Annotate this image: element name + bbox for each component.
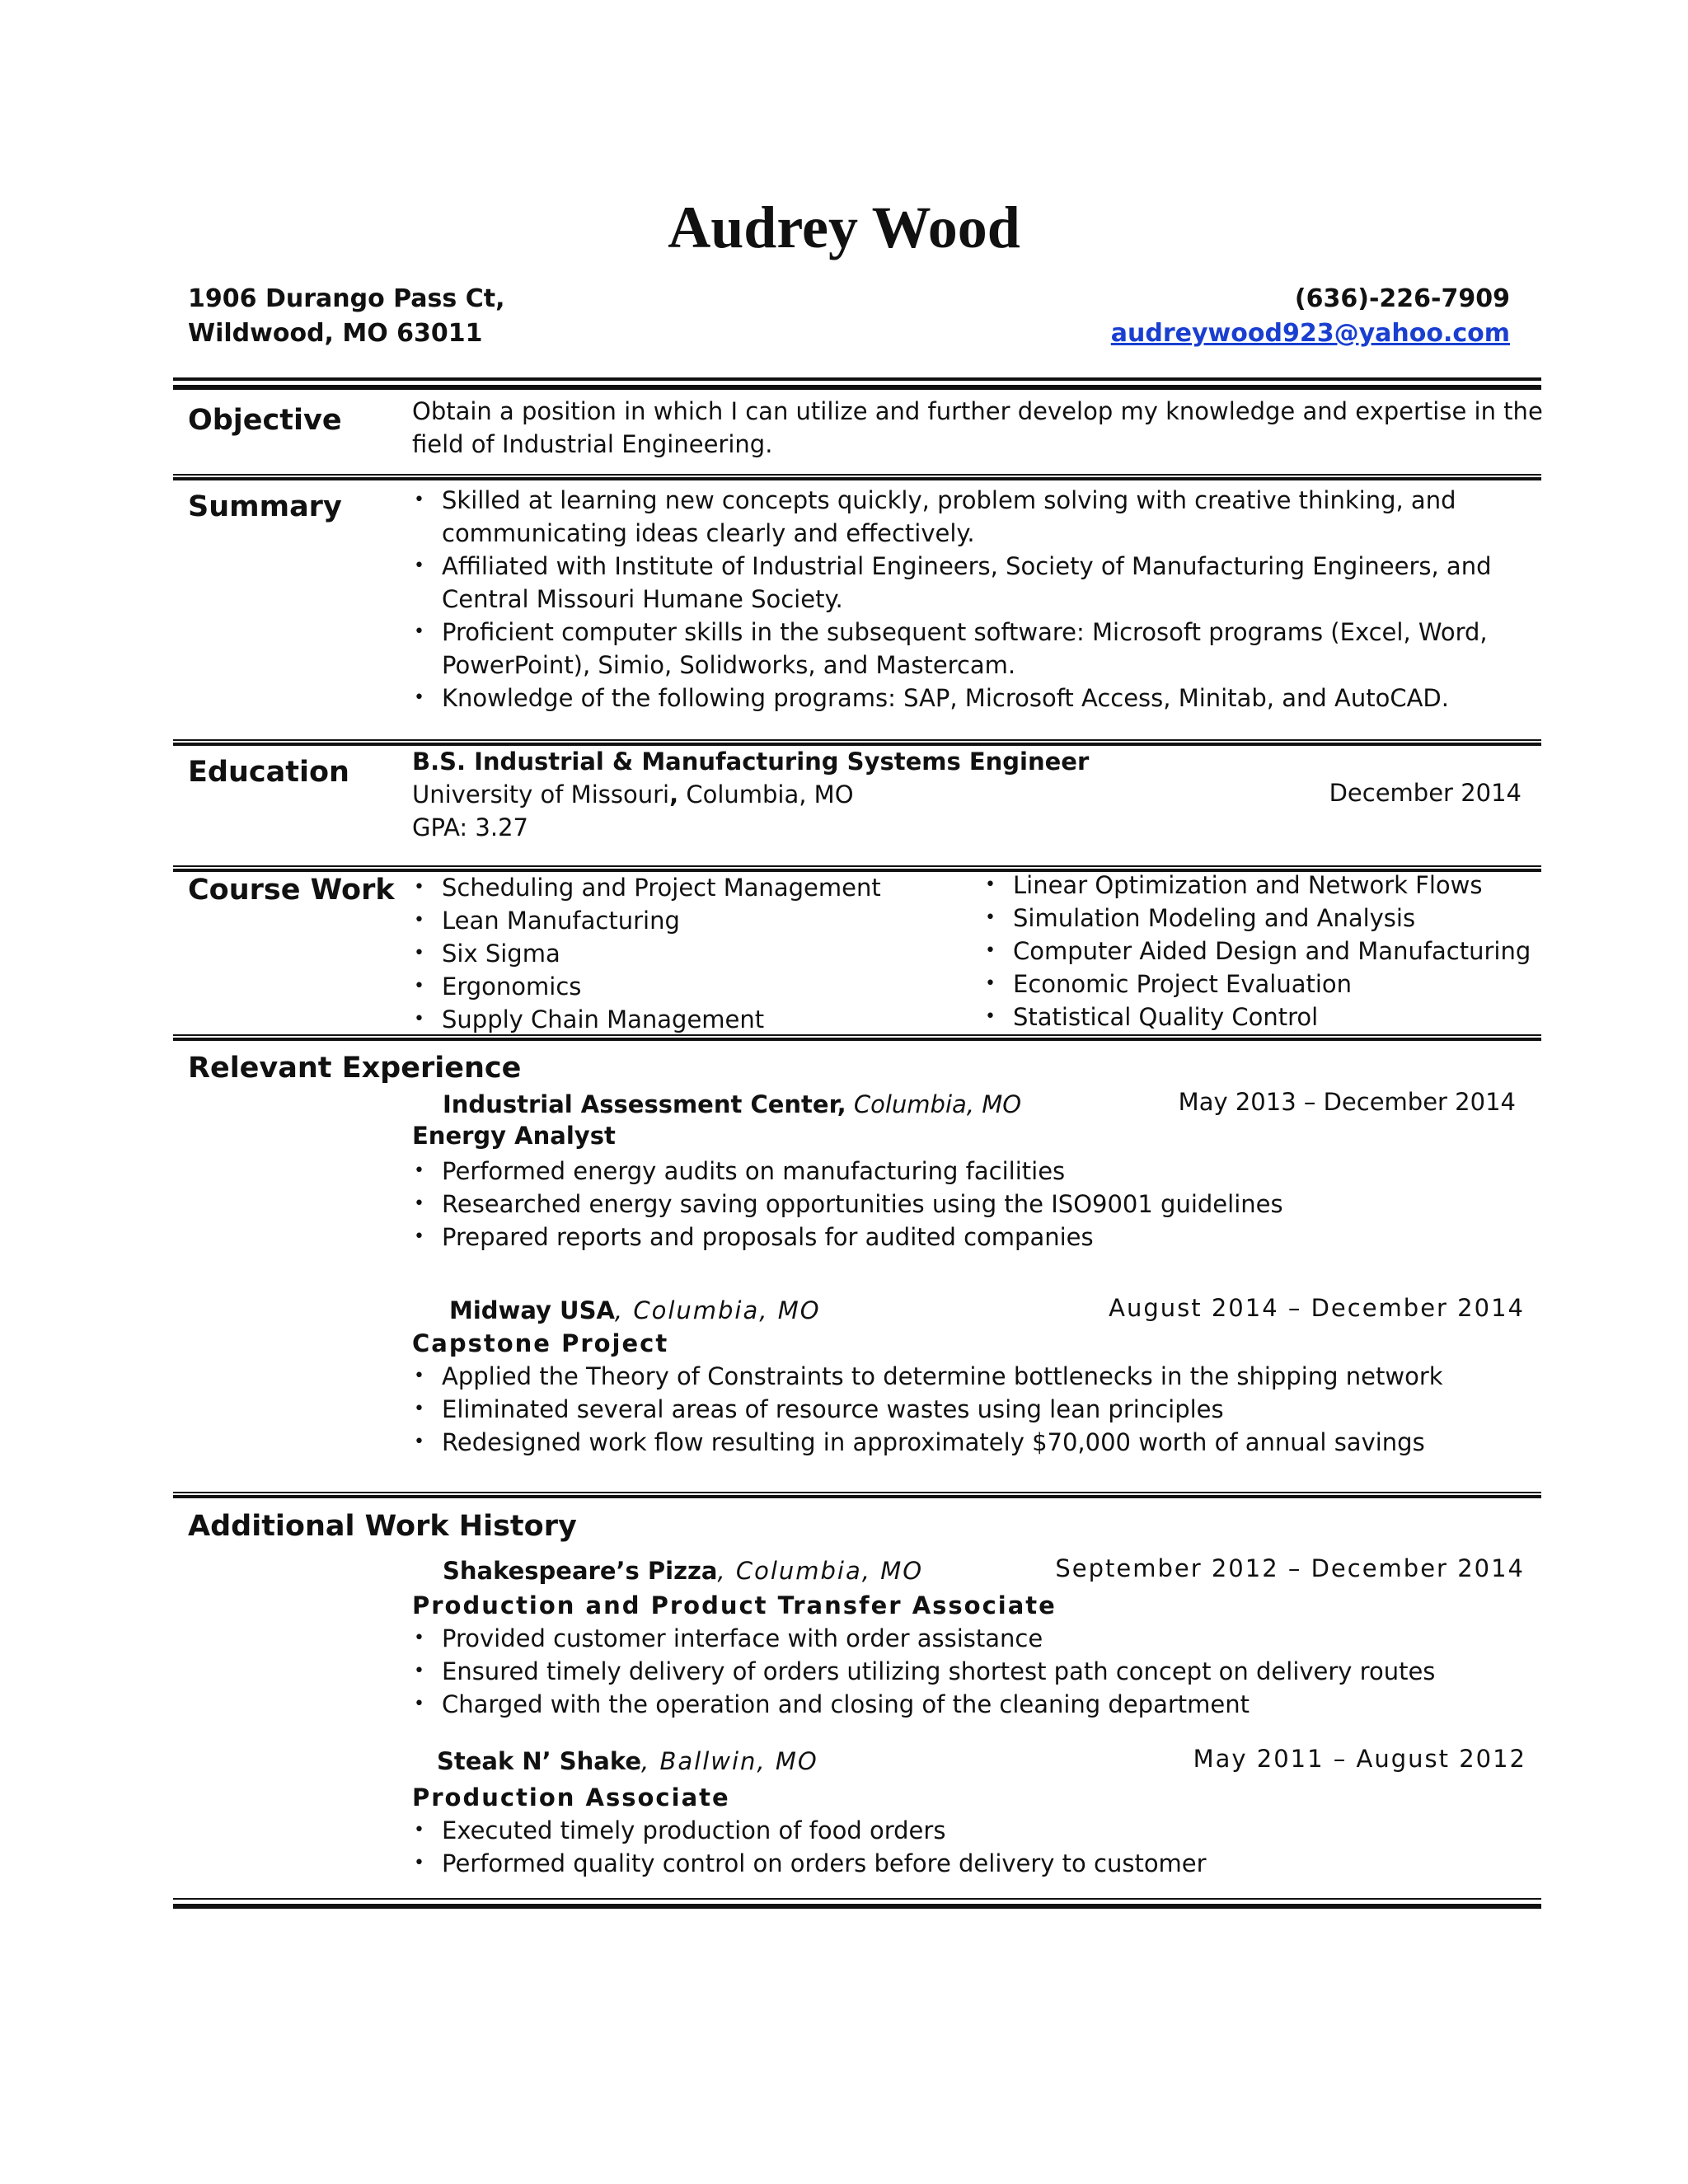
job-dates: May 2011 – August 2012: [1193, 1745, 1526, 1773]
list-item: • Performed quality control on orders before delivery to customer: [412, 1847, 1207, 1880]
section-divider: [173, 474, 1541, 480]
job-location: , Ballwin, MO: [641, 1747, 818, 1775]
list-item: • Executed timely production of food orders: [412, 1814, 1207, 1847]
job-dates: September 2012 – December 2014: [1055, 1554, 1525, 1582]
job-dates: May 2013 – December 2014: [1178, 1088, 1516, 1116]
email-link[interactable]: audreywood923@yahoo.com: [1110, 319, 1510, 348]
coursework-heading: Course Work: [188, 874, 395, 907]
section-divider: [173, 1492, 1541, 1498]
additional-heading: Additional Work History: [188, 1510, 577, 1543]
job-bullets: [412, 1155, 1283, 1254]
job-location: , Columbia, MO: [717, 1557, 924, 1585]
list-item: • Knowledge of the following programs: SAP, Microsoft Access, Minitab, and AutoCAD.: [412, 682, 1491, 715]
list-item: • Ensured timely delivery of orders utilizing shortest path concept on delivery routes: [412, 1655, 1435, 1688]
coursework-list-right: [983, 869, 1531, 1033]
education-date: December 2014: [1329, 779, 1522, 807]
objective-heading: Objective: [188, 404, 342, 437]
list-item: • Eliminated several areas of resource wastes using lean principles: [412, 1393, 1443, 1426]
address-block: [188, 282, 504, 351]
course-item: • Supply Chain Management: [412, 1003, 881, 1036]
objective-line-2: field of Industrial Engineering.: [412, 430, 773, 458]
experience-heading: Relevant Experience: [188, 1052, 522, 1085]
list-item: • Proficient computer skills in the subsequent software: Microsoft programs (Excel, Word, PowerPoint), Simio, Solidworks, and Mastercam.: [412, 616, 1491, 682]
job-role: Capstone Project: [412, 1329, 669, 1357]
section-divider: [173, 1034, 1541, 1041]
job-company: Steak N’ Shake: [437, 1747, 642, 1775]
school-line: University of Missouri, Columbia, MO: [412, 780, 854, 808]
job-company: Industrial Assessment Center,: [443, 1090, 846, 1118]
job-header: [449, 1294, 821, 1327]
phone-number: (636)-226-7909: [1294, 284, 1510, 313]
education-heading: Education: [188, 756, 349, 789]
course-item: • Statistical Quality Control: [983, 1001, 1531, 1033]
job-header: [443, 1554, 923, 1587]
school-name: University of Missouri: [412, 780, 670, 808]
job-header: [437, 1745, 818, 1778]
job-header: [443, 1088, 1021, 1121]
coursework-list-left: [412, 871, 881, 1036]
list-item: • Redesigned work flow resulting in approximately $70,000 worth of annual savings: [412, 1426, 1443, 1459]
course-item: • Linear Optimization and Network Flows: [983, 869, 1531, 902]
list-item: • Skilled at learning new concepts quickly, problem solving with creative thinking, and communicating ideas clearly and effectively.: [412, 484, 1491, 550]
list-item: • Prepared reports and proposals for audited companies: [412, 1221, 1283, 1254]
job-dates: August 2014 – December 2014: [1109, 1294, 1525, 1322]
objective-text: [412, 395, 1543, 461]
summary-heading: Summary: [188, 490, 342, 523]
footer-divider: [173, 1898, 1541, 1909]
summary-list: [412, 484, 1491, 715]
job-bullets: [412, 1360, 1443, 1459]
course-item: • Six Sigma: [412, 937, 881, 970]
course-item: • Scheduling and Project Management: [412, 871, 881, 904]
job-location: Columbia, MO: [846, 1090, 1022, 1118]
job-role: Production and Product Transfer Associate: [412, 1591, 1057, 1619]
address-line-1: 1906 Durango Pass Ct,: [188, 284, 505, 313]
list-item: • Charged with the operation and closing of the cleaning department: [412, 1688, 1435, 1721]
address-line-2: Wildwood, MO 63011: [188, 319, 483, 348]
school-location: Columbia, MO: [678, 780, 854, 808]
job-role: Energy Analyst: [412, 1122, 616, 1150]
course-item: • Simulation Modeling and Analysis: [983, 902, 1531, 935]
list-item: • Performed energy audits on manufacturing facilities: [412, 1155, 1283, 1188]
education-details: [412, 745, 1089, 844]
job-bullets: [412, 1814, 1207, 1880]
header-divider: [173, 377, 1541, 390]
gpa: GPA: 3.27: [412, 813, 528, 841]
course-item: • Computer Aided Design and Manufacturing: [983, 935, 1531, 968]
list-item: • Affiliated with Institute of Industrial Engineers, Society of Manufacturing Engineers, and Central Missouri Humane Society.: [412, 550, 1491, 616]
course-item: • Ergonomics: [412, 970, 881, 1003]
job-location: , Columbia, MO: [614, 1296, 821, 1324]
course-item: • Economic Project Evaluation: [983, 968, 1531, 1001]
job-company: Midway USA: [449, 1296, 615, 1324]
objective-line-1: Obtain a position in which I can utilize and further develop my knowledge and expertise in the: [412, 397, 1543, 425]
course-item: • Lean Manufacturing: [412, 904, 881, 937]
contact-block: [1111, 282, 1510, 351]
list-item: • Applied the Theory of Constraints to determine bottlenecks in the shipping network: [412, 1360, 1443, 1393]
degree: B.S. Industrial & Manufacturing Systems Engineer: [412, 748, 1090, 776]
job-company: Shakespeare’s Pizza: [443, 1557, 718, 1585]
list-item: • Provided customer interface with order assistance: [412, 1622, 1435, 1655]
candidate-name: Audrey Wood: [668, 194, 1020, 260]
job-bullets: [412, 1622, 1435, 1721]
list-item: • Researched energy saving opportunities using the ISO9001 guidelines: [412, 1188, 1283, 1221]
job-role: Production Associate: [412, 1783, 730, 1811]
